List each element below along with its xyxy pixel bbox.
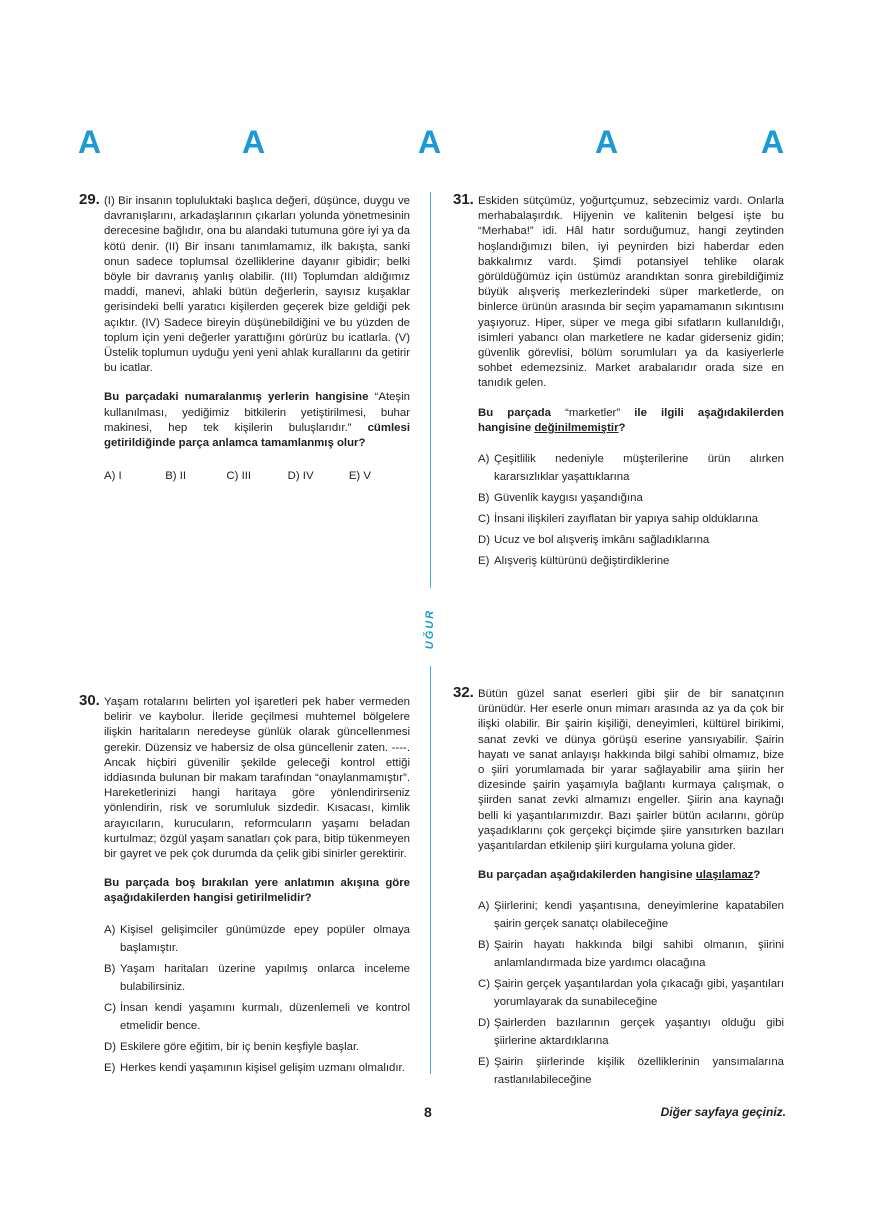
answer-option[interactable]: B) II [165, 470, 187, 483]
answer-option[interactable]: D) IV [287, 470, 314, 483]
question-passage: Yaşam rotalarını belirten yol işaretleri pek haber vermeden belirir ve kaybolur. İleride geçilmesi muhtemel bölgelere ilişkin haritaların neredeyse günlük olarak güncellenmesi gerekir. Düzensiz ve habersiz de olsa güncellenir zaten. ----. Ancak hiçbiri güvenilir şekilde geleceği kontrol ettiği iddiasında bulunan bir makam tarafından “onaylanmamıştır”. Hareketlerinizi hangi haritaya göre yönlendirirseniz yönlendirin, risk ve sorumluluk sizdedir. Kısacası, kimlik arayıcıların, kurucuların, reformcuların yaşamı beladan kurtulmaz; özgül yaşam sanatları çok para, bitip tükenmeyen bir gayret ve pek çok durumda da çelik gibi sinirler gerektirir. [104, 696, 410, 861]
answer-options [104, 921, 410, 1077]
answer-options [478, 897, 784, 1089]
question-29 [79, 191, 410, 484]
booklet-letter: A [418, 124, 442, 160]
column-divider [430, 192, 431, 588]
column-divider [430, 666, 431, 1074]
question-prompt: Bu parçadan aşağıdakilerden hangisine ulaşılamaz? [478, 869, 761, 882]
answer-option[interactable]: D) Şairlerden bazılarının gerçek yaşantıyı olduğu gibi şiirlerine aktardıklarına [478, 1017, 784, 1048]
booklet-letter: A [78, 124, 102, 160]
question-prompt: Bu parçada boş bırakılan yere anlatımın akışına göre aşağıdakilerden hangisi getirilmelidir? [104, 877, 410, 905]
answer-option[interactable]: A) Çeşitlilik nedeniyle müşterilerine ürün alırken kararsızlıklar yaşattıklarına [478, 453, 784, 484]
answer-option[interactable]: C) İnsani ilişkileri zayıflatan bir yapıya sahip olduklarına [478, 513, 759, 526]
question-31 [453, 191, 784, 573]
inserted-sentence: “Ateşin kullanılması, yediğimiz bitkilerin yetiştirilmesi, buhar makinesi, hep tek kişilerin buluşlarıdır.” [104, 391, 410, 434]
question-30 [79, 692, 410, 1080]
answer-option[interactable]: E) V [348, 470, 371, 483]
question-prompt: Bu parçadaki numaralanmış yerlerin hangisine “Ateşin kullanılması, yediğimiz bitkilerin yetiştirilmesi, buhar makinesi, hep tek kişilerin buluşlarıdır.” cümlesi getirildiğinde parça anlamca tamamlanmış olur? [104, 391, 410, 450]
answer-option[interactable]: B) Yaşam haritaları üzerine yapılmış onlarca inceleme bulabilirsiniz. [104, 962, 410, 993]
answer-options [478, 450, 784, 570]
question-number: 30. [79, 692, 100, 709]
question-number: 32. [453, 684, 474, 701]
booklet-letter: A [761, 124, 785, 160]
page-number: 8 [424, 1104, 432, 1120]
booklet-letter: A [242, 124, 266, 160]
answer-option[interactable]: A) Kişisel gelişimciler günümüzde epey popüler olmaya başlamıştır. [104, 923, 410, 954]
answer-option[interactable]: C) III [226, 470, 252, 483]
question-passage: Eskiden sütçümüz, yoğurtçumuz, sebzecimiz vardı. Onlarla merhabalaşırdık. Hijyenin ve kalitenin belgesi işte bu “Merhaba!” idi. Hâl hatır sorduğumuz, hangi zeytinden hoşlandığımızı bilen, iyi peynirden bizi haberdar eden bakkalımız vardı. Şimdi potansiyel tehlike olarak görüldüğümüz için üstümüz arandıktan sonra girebildiğimiz büyük alışveriş merkezlerindeki süper marketlerde, on binlerce ürünün arasında bir seçim yapamamanın sıkıntısını yaşıyoruz. Hiper, süper ve mega gibi sıfatların kullanıldığı, isimleri yabancı olan marketlere ne kadar giderseniz gidin; güvenlik görevlisi, bölüm sorumluları ya da kasiyerlerle sohbet edemezsiniz. Market arabalarıdır orada size en tanıdık gelen. [478, 195, 784, 390]
booklet-letter: A [595, 124, 619, 160]
next-page-note: Diğer sayfaya geçiniz. [660, 1105, 786, 1119]
answer-option[interactable]: E) Herkes kendi yaşamının kişisel gelişim uzmanı olmalıdır. [104, 1061, 405, 1074]
answer-option[interactable]: C) İnsan kendi yaşamını kurmalı, düzenlemeli ve kontrol etmelidir bence. [104, 1001, 410, 1032]
brand-logo: UĞUR [424, 608, 437, 650]
question-passage: (I) Bir insanın topluluktaki başlıca değeri, düşünce, duygu ve davranışlarını, arkadaşlarının çıkarları yolunda yönetmesinin derecesine bağlıdır, ona bu alandaki tutumuna göre iyi ya da kötü denir. (II) Bir insanı tanımlamamız, ilk bakışta, sanki onun sadece toplumsal özelliklerine dayanır gibidir; belki böyle bir davranış yanlış olabilir. (III) Toplumdan aldığımız maddi, manevi, ahlaki bütün değerlerin, sayısız kuşaklar gerisindeki belli yaratıcı kişilerden geçerek bize geldiği pek açıktır. (IV) Sadece bireyin düşünebildiğini ve bu yüzden de toplum için yeni değerler yarattığını görürüz bu icatlarla. (V) Üstelik toplumun uyduğu yeni yeni ahlak kurallarını da getirir bu icatlar. [104, 195, 410, 375]
question-prompt: Bu parçada “marketler” ile ilgili aşağıdakilerden hangisine değinilmemiştir? [478, 406, 784, 434]
answer-option[interactable]: C) Şairin gerçek yaşantılardan yola çıkacağı gibi, yaşantıları yorumlayarak da sunabileceğine [478, 978, 784, 1009]
question-number: 29. [79, 191, 100, 208]
answer-option[interactable]: D) Ucuz ve bol alışveriş imkânı sağladıklarına [478, 534, 710, 547]
answer-option[interactable]: D) Eskilere göre eğitim, bir iç benin keşfiyle başlar. [104, 1040, 360, 1053]
question-number: 31. [453, 191, 474, 208]
answer-option[interactable]: A) Şiirlerini; kendi yaşantısına, deneyimlerine kapatabilen şairin gerçek sanatçı olabileceğine [478, 900, 784, 931]
answer-options [104, 469, 410, 484]
answer-option[interactable]: E) Şairin şiirlerinde kişilik özelliklerinin yansımalarına rastlanılabileceğine [478, 1056, 784, 1087]
question-passage: Bütün güzel sanat eserleri gibi şiir de bir sanatçının ürünüdür. Her eserle onun mimarı arasında az ya da çok bir ilişki olabilir. Bir şairin kişiliği, deneyimleri, kültürel birikimi, sanat zevki ve dünya görüşü eserine yansıyabilir. Şairin hayatı ve sanat anlayışı hakkında bilgi sahibi olmamız, bize o şiiri yorumlamada bir yarar sağlayabilir ama şiirin her dizesinde şairin yaşamıyla bağlantı kurmaya çalışmak, o şiirden sanat zevki almamızı engeller. Şiirin ana kaynağı belli ki yaşantılarımızdır. Bazı şairler bütün acılarını, görüp yaşadıklarını çok gerçekçi biçimde şiire yansıtırken bazıları yaşantılardan etkilenip şiiri kurgulama yoluna gider. [478, 688, 784, 853]
answer-option[interactable]: A) I [104, 470, 122, 483]
answer-option[interactable]: B) Şairin hayatı hakkında bilgi sahibi olmanın, şiirini anlamlandırmada bize yardımcı olacağına [478, 939, 784, 970]
answer-option[interactable]: B) Güvenlik kaygısı yaşandığına [478, 492, 643, 505]
question-32 [453, 684, 784, 1092]
answer-option[interactable]: E) Alışveriş kültürünü değiştirdiklerine [478, 555, 670, 568]
